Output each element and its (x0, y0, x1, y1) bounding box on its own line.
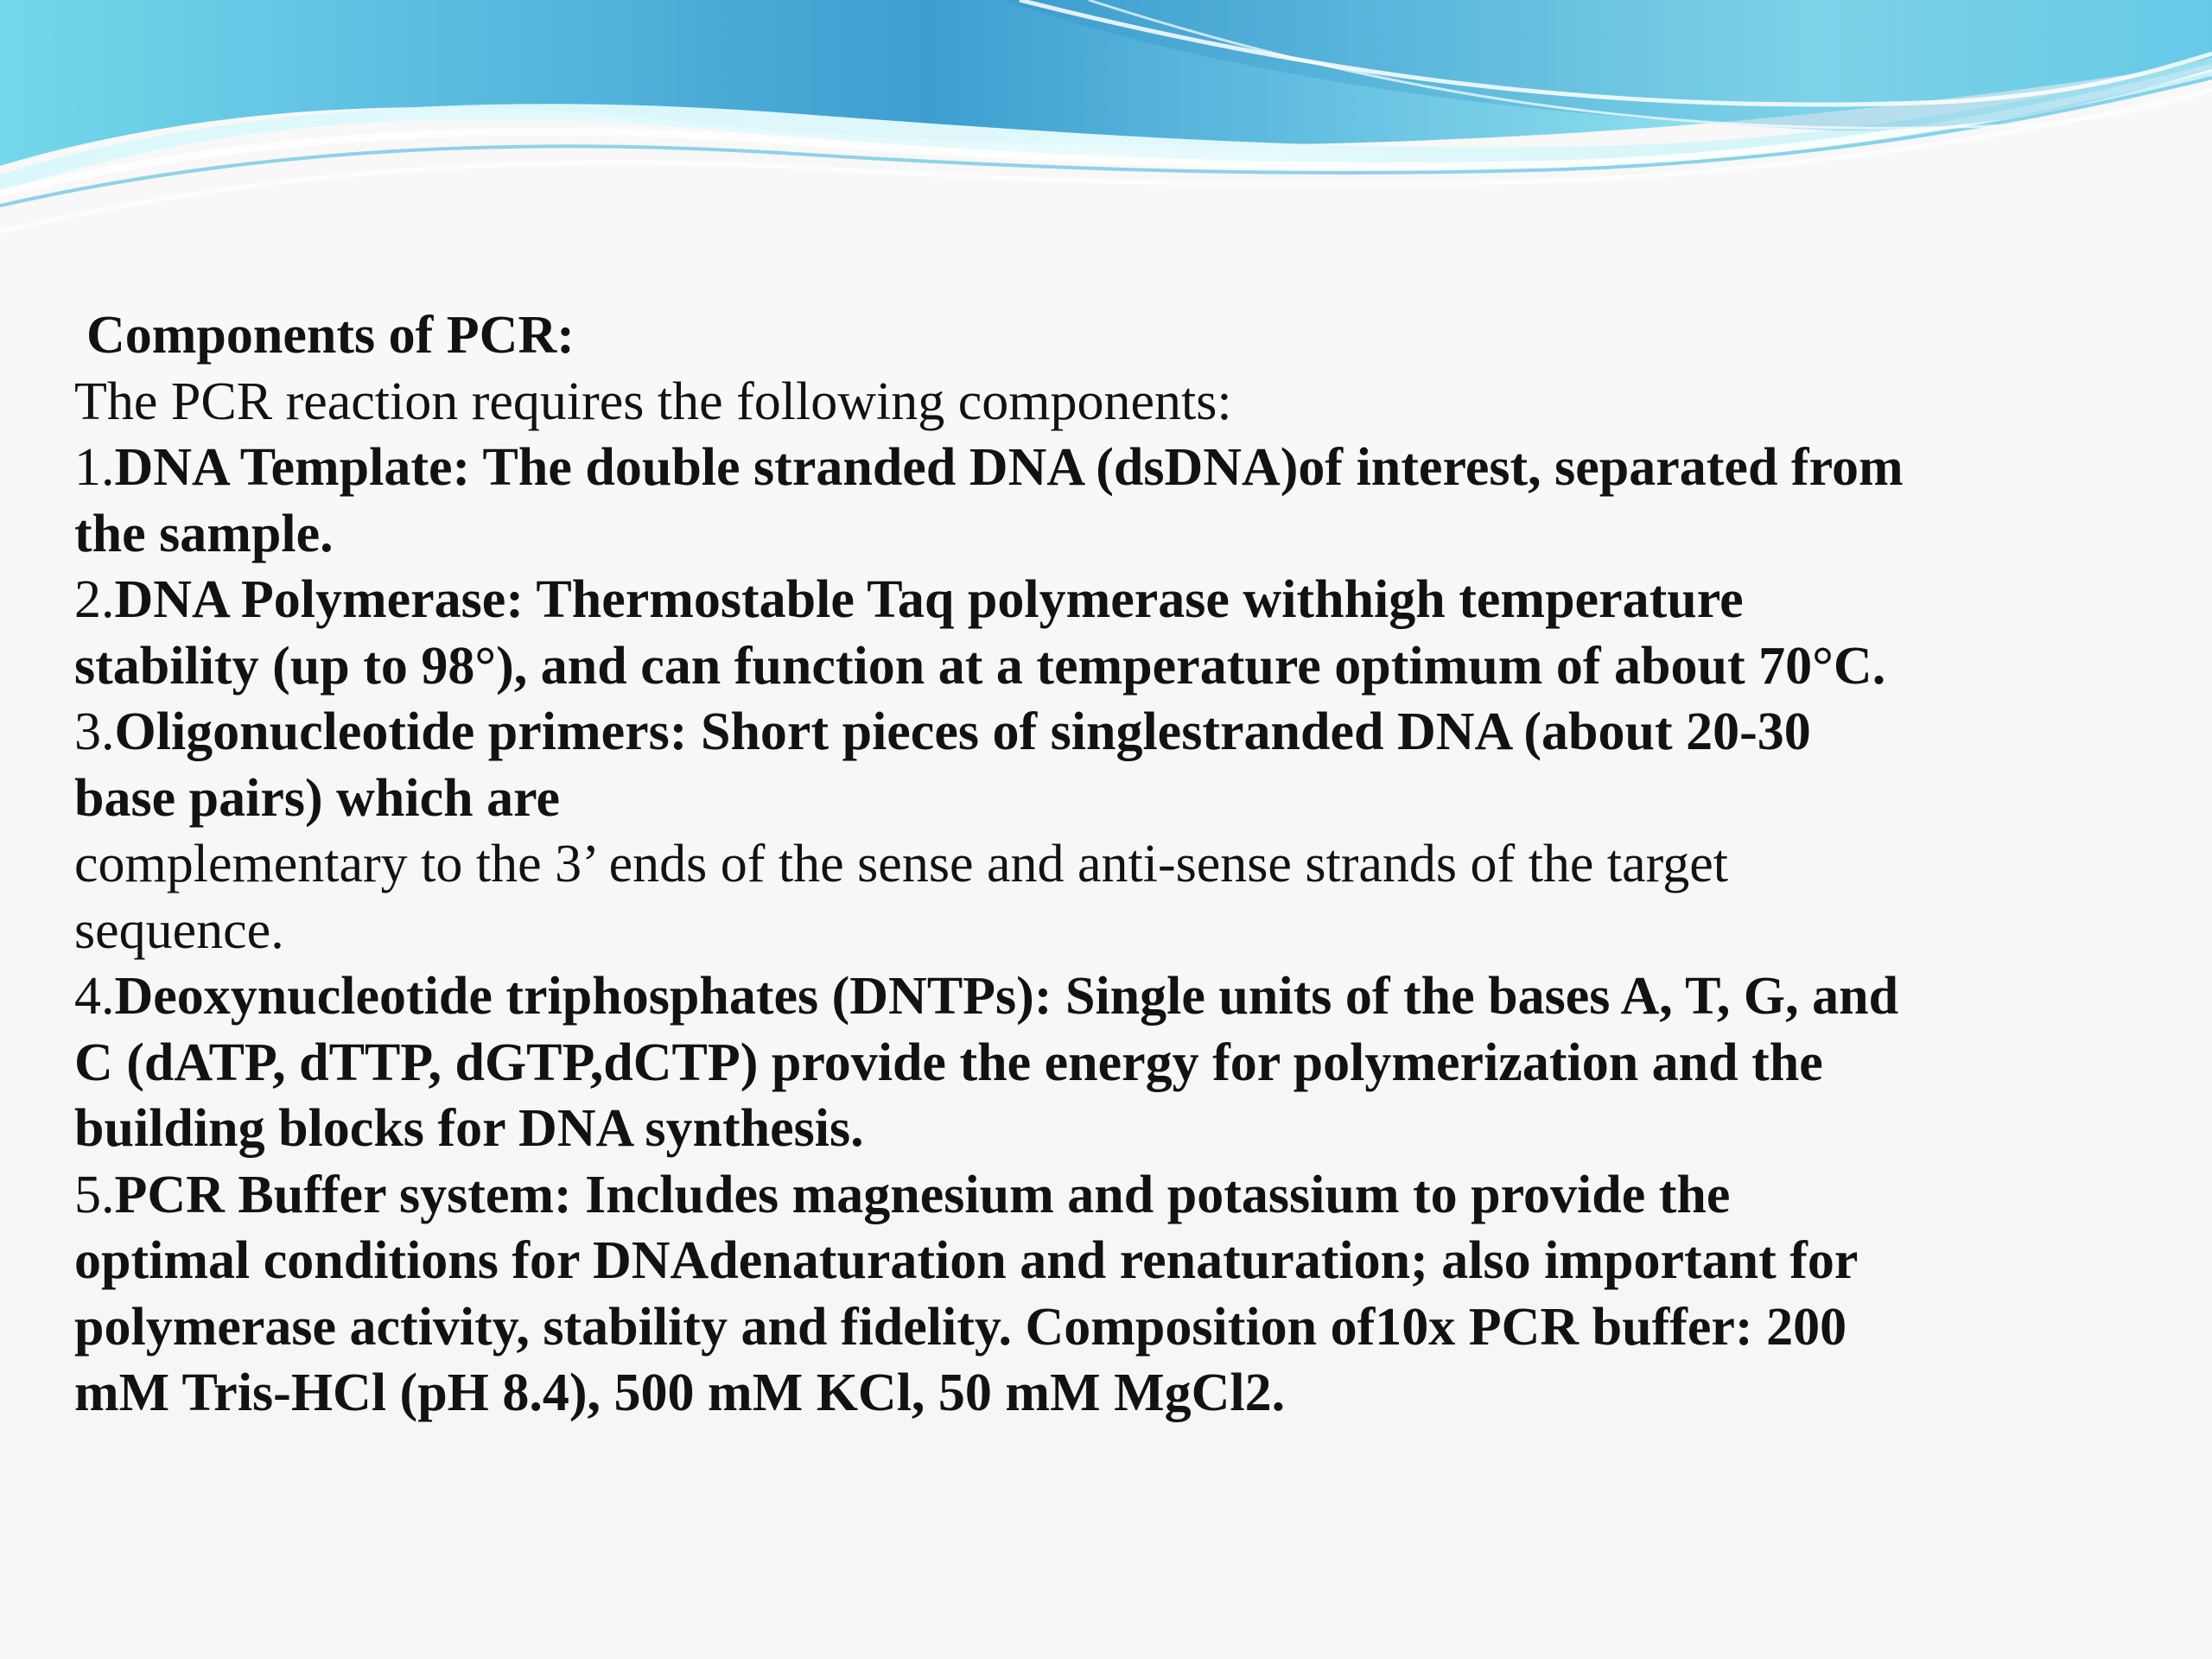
component-item-3-number: 3. (74, 702, 115, 761)
component-item-3-plain-line-2: sequence. (74, 900, 284, 960)
component-item-4-line-3: building blocks for DNA synthesis. (74, 1099, 864, 1158)
component-item-2-line-2: stability (up to 98°), and can function at a temperature optimum of about 70°C. (74, 636, 1886, 696)
component-item-5-line-1 (74, 1162, 2148, 1229)
component-item-5-number: 5. (74, 1165, 115, 1224)
component-item-4-text-1: Deoxynucleotide triphosphates (DNTPs): Single units of the bases A, T, G, and (114, 967, 1899, 1026)
slide-title: Components of PCR: (86, 306, 575, 365)
component-item-5-line-4: mM Tris-HCl (pH 8.4), 500 mM KCl, 50 mM MgCl2. (74, 1363, 1286, 1422)
component-item-3-text-1: Oligonucleotide primers: Short pieces of singlestranded DNA (about 20-30 (114, 702, 1811, 761)
component-item-4-number: 4. (74, 967, 115, 1026)
component-item-4-line-1 (74, 963, 2148, 1030)
component-item-1-number: 1. (74, 438, 115, 497)
slide-content (74, 302, 2148, 1427)
intro-text: The PCR reaction requires the following components: (74, 372, 1232, 431)
component-item-3-line-2: base pairs) which are (74, 768, 561, 828)
component-item-2-line-1 (74, 567, 2148, 633)
component-item-1-line-2: the sample. (74, 504, 334, 563)
header-wave-decoration (0, 0, 2212, 259)
component-item-1-text-1: DNA Template: The double stranded DNA (dsDNA)of interest, separated from (114, 438, 1904, 497)
component-item-2-number: 2. (74, 570, 115, 629)
component-item-5-line-3: polymerase activity, stability and fidelity. Composition of10x PCR buffer: 200 (74, 1297, 1847, 1357)
component-item-5-line-2: optimal conditions for DNAdenaturation and renaturation; also important for (74, 1231, 1859, 1290)
component-item-1-line-1 (74, 435, 2148, 501)
component-item-3-plain-line-1: complementary to the 3’ ends of the sense and anti-sense strands of the target (74, 835, 1728, 893)
component-item-3-line-1 (74, 699, 2148, 766)
component-item-4-line-2: C (dATP, dTTP, dGTP,dCTP) provide the energy for polymerization and the (74, 1033, 1823, 1092)
component-item-5-text-1: PCR Buffer system: Includes magnesium and potassium to provide the (114, 1165, 1731, 1224)
component-item-2-text-1: DNA Polymerase: Thermostable Taq polymerase withhigh temperature (114, 570, 1744, 629)
